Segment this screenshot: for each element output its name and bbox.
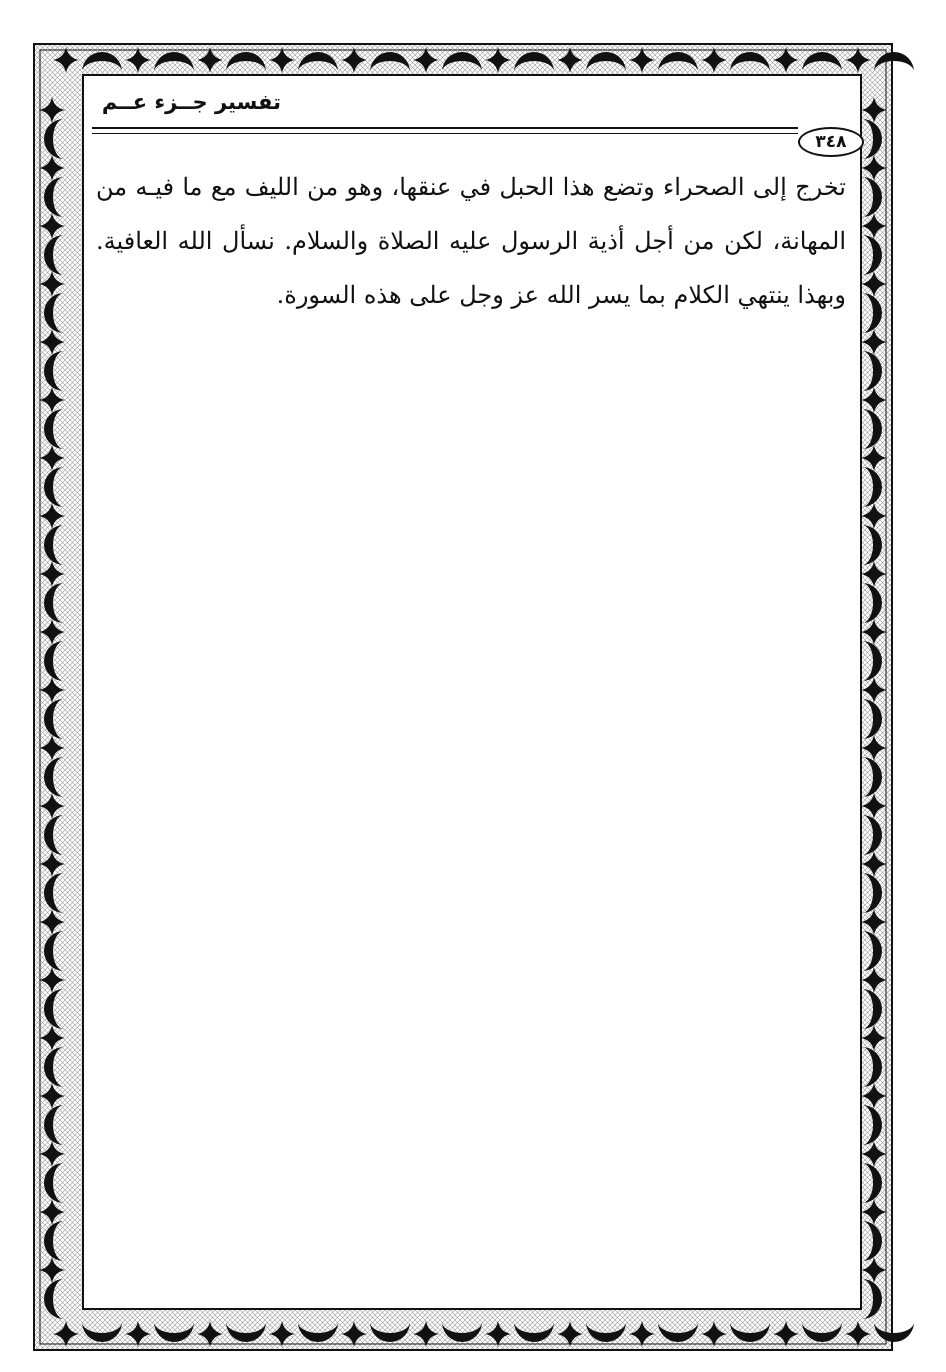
page-number-badge: ٣٤٨ <box>798 127 864 157</box>
header-rule <box>92 127 798 129</box>
running-title: تفسير جــزء عــم <box>101 90 281 114</box>
body-text <box>96 160 846 322</box>
body-paragraph: تخرج إلى الصحراء وتضع هذا الحبل في عنقها، وهو من الليف مع ما فيـه من المهانة، لكن من أجل أذية الرسول عليه الصلاة والسلام. نسأل الله العافية. وبهذا ينتهي الكلام بما يسر الله عز وجل على هذه السورة. <box>96 173 846 309</box>
header-rule-thin <box>92 133 798 134</box>
